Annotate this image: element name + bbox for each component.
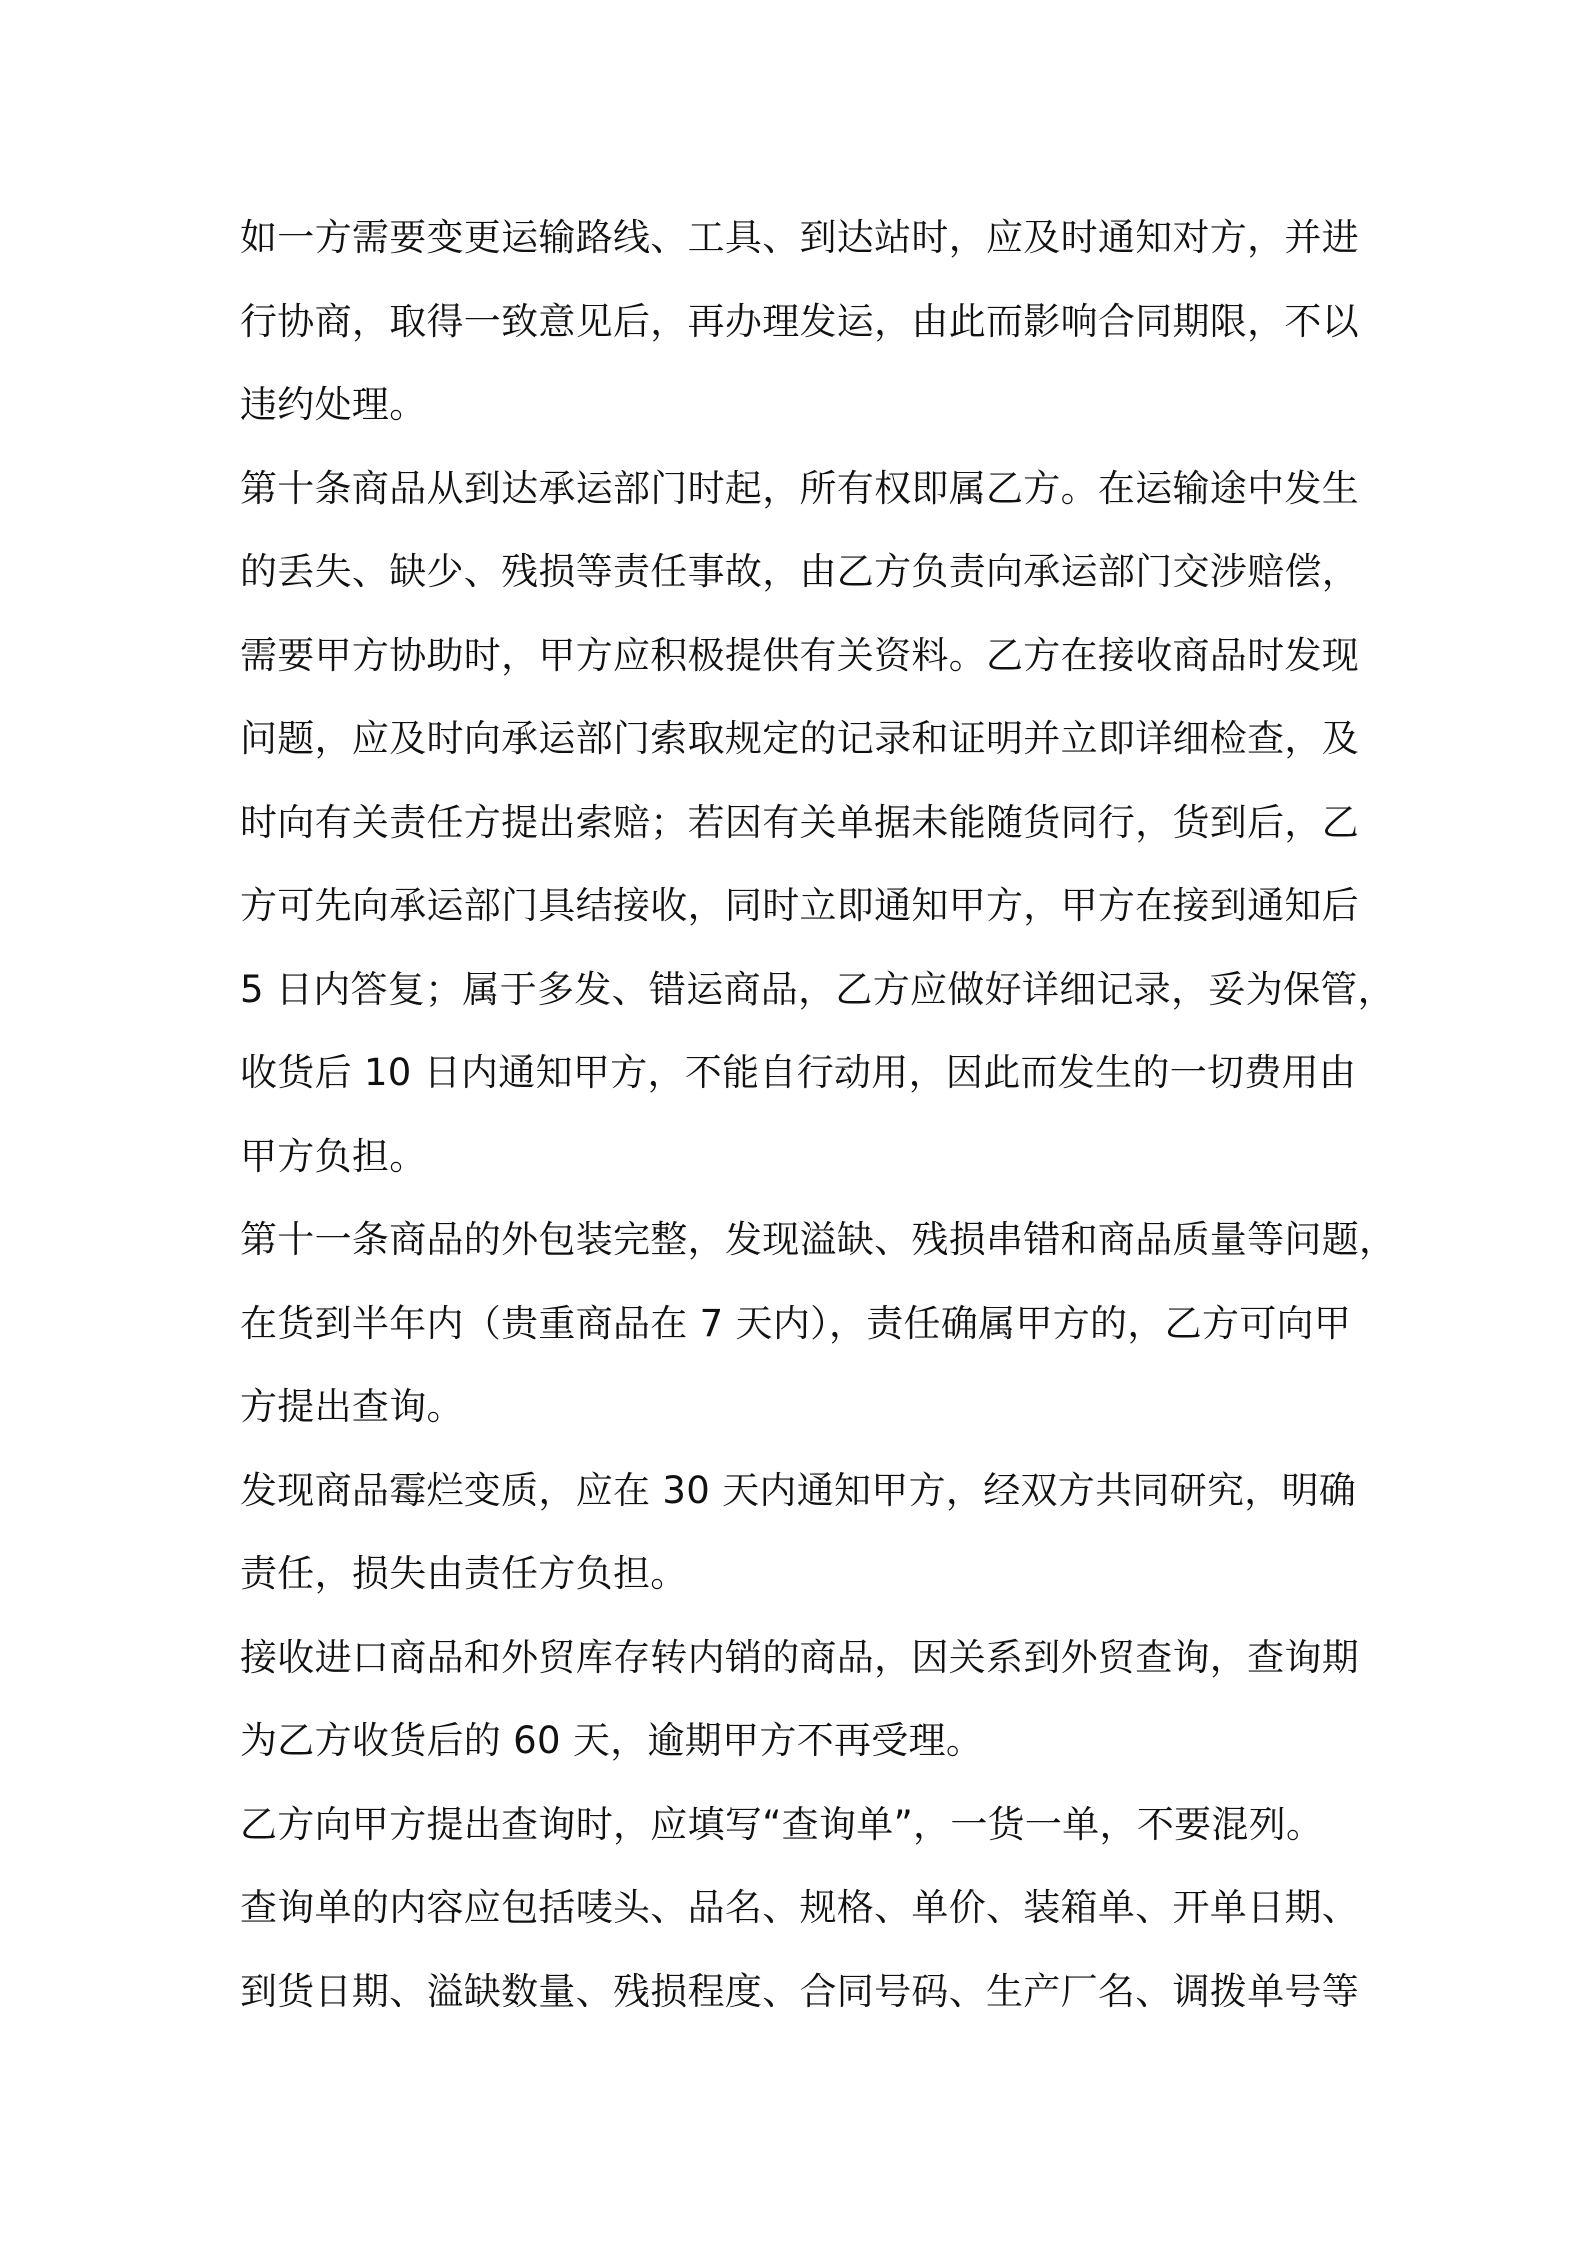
text-line: 第十一条商品的外包装完整，发现溢缺、残损串错和商品质量等问题，: [240, 1218, 1397, 1261]
text-line: 接收进口商品和外贸库存转内销的商品，因关系到外贸查询，查询期: [240, 1635, 1359, 1679]
text-line: 发现商品霉烂变质，应在 30 天内通知甲方，经双方共同研究，明确: [240, 1468, 1357, 1512]
text-line: 责任，损失由责任方负担。: [240, 1552, 688, 1595]
paragraph-route-change: [240, 196, 1360, 447]
paragraph-article-10: [240, 447, 1395, 1199]
paragraph-import-goods: [240, 1616, 1360, 1783]
text-line: 第十条商品从到达承运部门时起，所有权即属乙方。在运输途中发生: [240, 466, 1359, 510]
text-line: 为乙方收货后的 60 天，逾期甲方不再受理。: [240, 1719, 984, 1762]
contract-text-body: [240, 196, 1397, 2033]
paragraph-spoilage: [240, 1449, 1360, 1616]
text-line: 行协商，取得一致意见后，再办理发运，由此而影响合同期限，不以: [240, 299, 1359, 343]
text-line: 查询单的内容应包括唛头、品名、规格、单价、装箱单、开单日期、: [240, 1886, 1359, 1929]
text-line: 到货日期、溢缺数量、残损程度、合同号码、生产厂名、调拨单号等: [240, 1969, 1359, 2013]
text-line: 如一方需要变更运输路线、工具、到达站时，应及时通知对方，并进: [240, 216, 1359, 259]
text-line: 收货后 10 日内通知甲方，不能自行动用，因此而发生的一切费用由: [240, 1051, 1357, 1094]
text-line: 问题，应及时向承运部门索取规定的记录和证明并立即详细检查，及: [240, 717, 1359, 760]
text-line: 甲方负担。: [240, 1134, 427, 1178]
text-line: 5 日内答复；属于多发、错运商品，乙方应做好详细记录，妥为保管，: [240, 967, 1395, 1011]
text-line: 的丢失、缺少、残损等责任事故，由乙方负责向承运部门交涉赔偿，: [240, 550, 1359, 593]
paragraph-article-11: [240, 1198, 1397, 1449]
paragraph-inquiry-form: [240, 1783, 1360, 2034]
text-line: 乙方向甲方提出查询时，应填写“查询单”，一货一单，不要混列。: [240, 1802, 1324, 1846]
text-line: 方提出查询。: [240, 1385, 464, 1428]
text-line: 违约处理。: [240, 383, 427, 426]
text-line: 需要甲方协助时，甲方应积极提供有关资料。乙方在接收商品时发现: [240, 633, 1359, 677]
text-line: 在货到半年内（贵重商品在 7 天内），责任确属甲方的，乙方可向甲: [240, 1301, 1352, 1345]
text-line: 时向有关责任方提出索赔；若因有关单据未能随货同行，货到后，乙: [240, 800, 1359, 844]
text-line: 方可先向承运部门具结接收，同时立即通知甲方，甲方在接到通知后: [240, 884, 1359, 927]
